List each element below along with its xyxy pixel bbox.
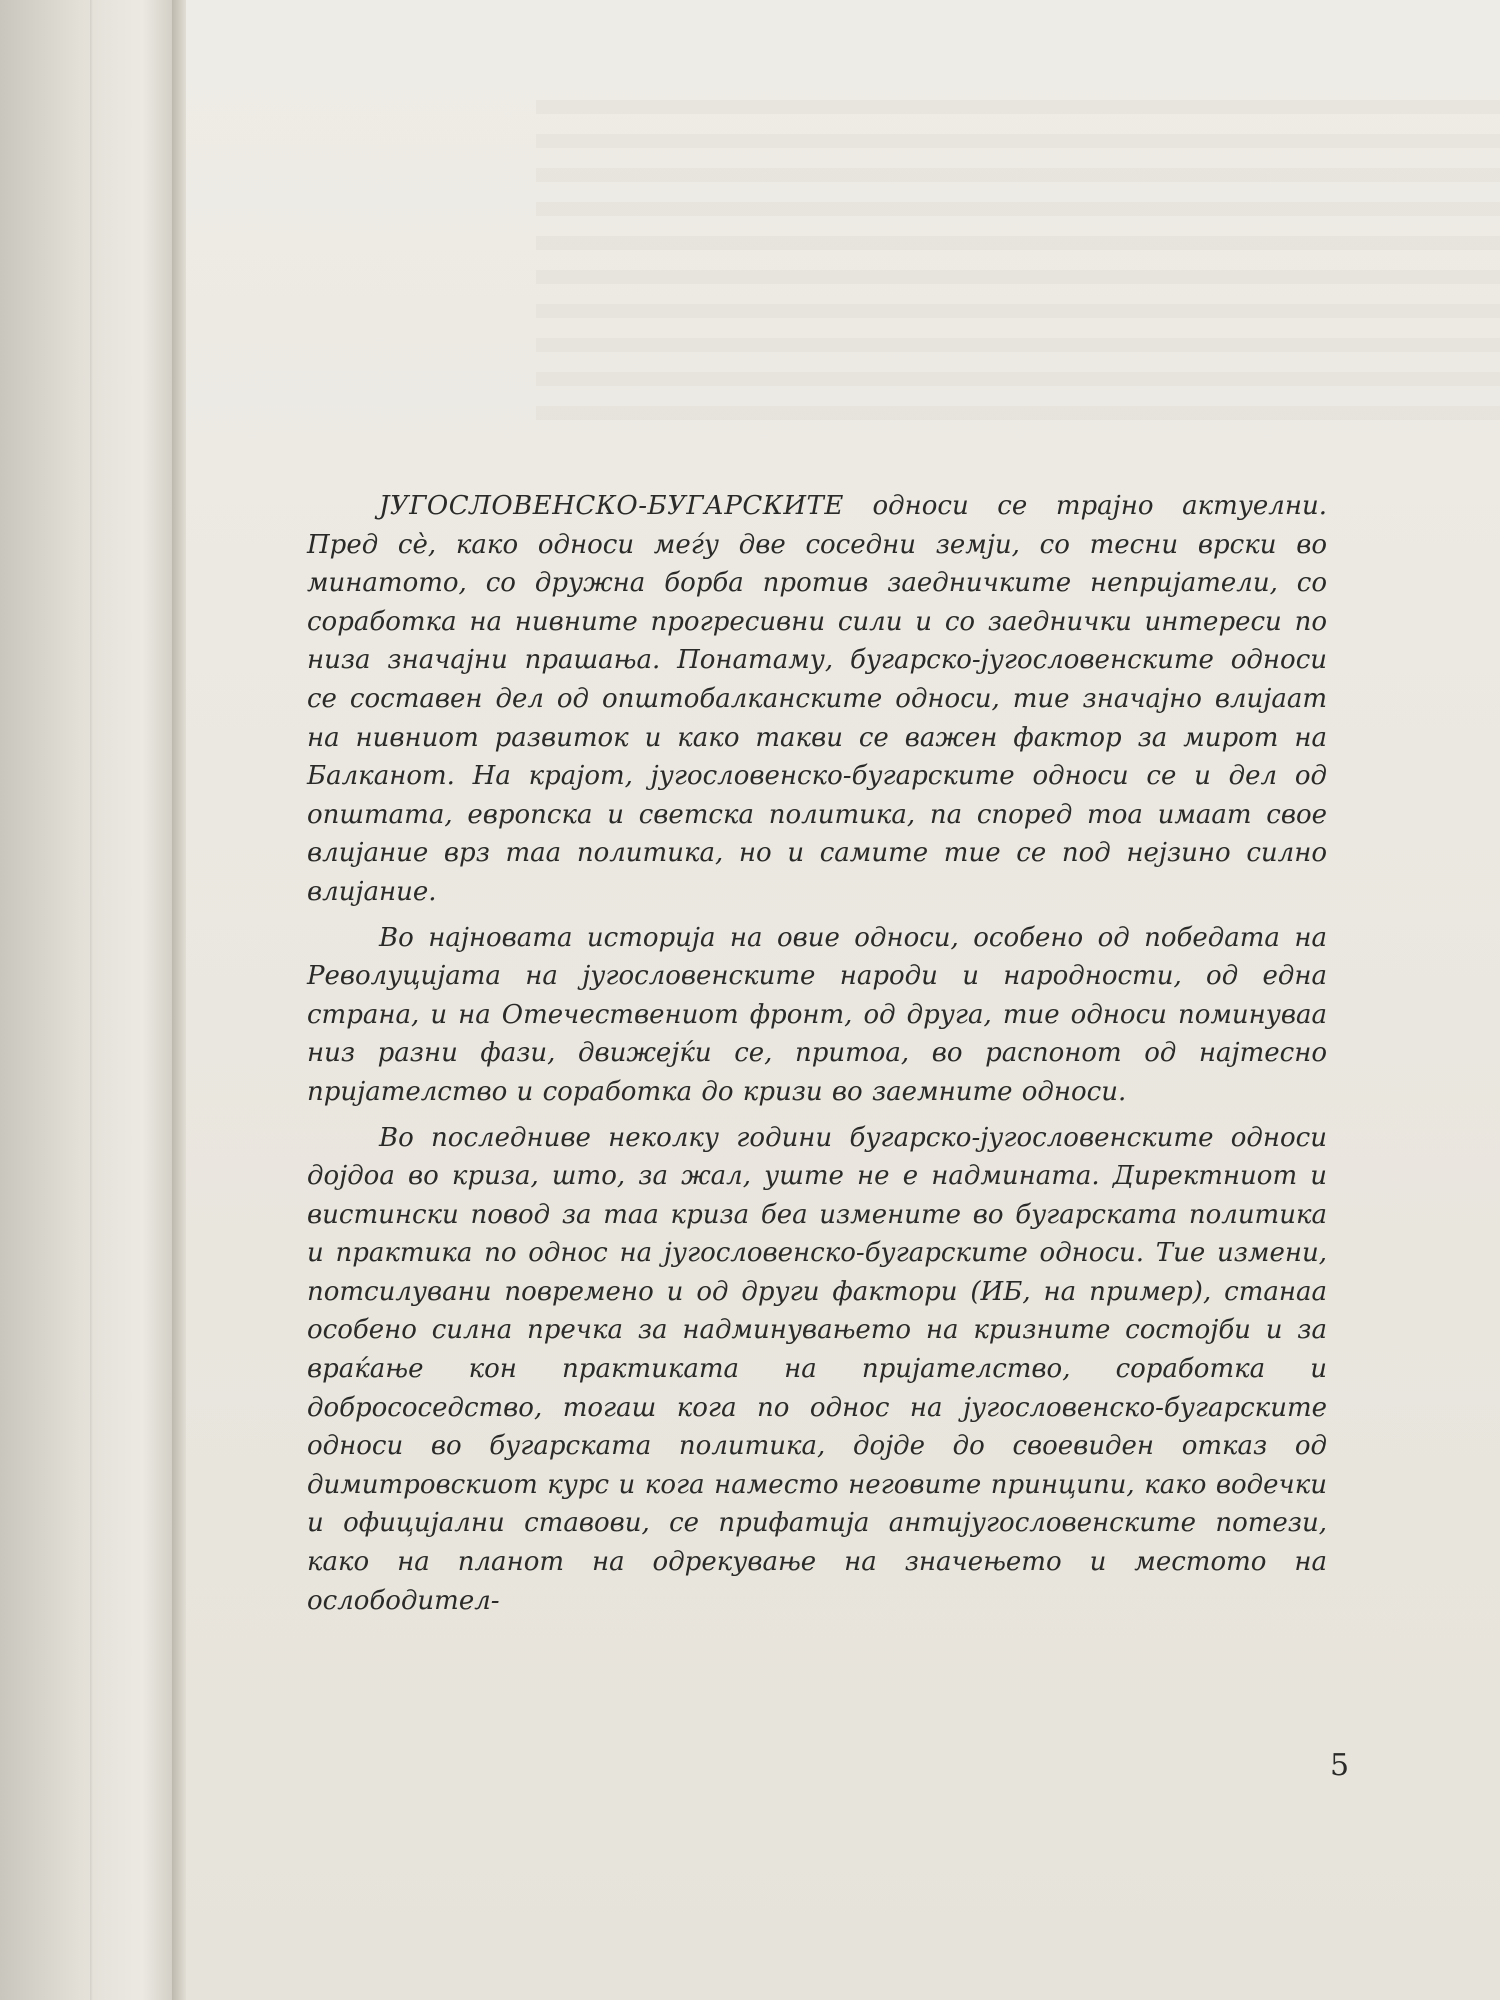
- facing-page-edge: [0, 0, 178, 2000]
- page-number: 5: [1330, 1748, 1350, 1783]
- body-text: [307, 487, 1327, 1620]
- paragraph-2: Во најновата историја на овие односи, особено од победата на Револуцијата на југословенските народи и народности, од една страна, и на Отечествениот фронт, од друга, тие односи поминуваа низ разни фази, движејќи се, притоа, во распонот од најтесно пријателство и соработка до кризи во заемните односи.: [307, 922, 1327, 1107]
- paragraph-1: [307, 487, 1327, 912]
- paragraph-1-text: односи се трајно актуелни. Пред сѐ, како односи меѓу две соседни земји, со тесни врски во минатото, со дружна борба против заедничките непријатели, со соработка на нивните прогресивни сили и со заеднички интереси по низа значајни прашања. Понатаму, бугарско-југословенските односи се составен дел од општобалканските односи, тие значајно влијаат на нивниот развиток и како такви се важен фактор за мирот на Балканот. На крајот, југословенско-бугарските односи се и дел од општата, европска и светска политика, па според тоа имаат свое влијание врз таа политика, но и самите тие се под нејзино силно влијание.: [307, 491, 1327, 907]
- paragraph-3: Во последниве неколку години бугарско-југословенските односи дојдоа во криза, што, за жал, уште не е надмината. Директниот и вистински повод за таа криза беа измените во бугарската политика и практика по однос на југословенско-бугарските односи. Тие измени, потсилувани повремено и од други фактори (ИБ, на пример), станаа особено силна пречка за надминувањето на кризните состојби и за враќање кон практиката на пријателство, соработка и добрососедство, тогаш кога по однос на југословенско-бугарските односи во бугарската политика, дојде до своевиден отказ од димитровскиот курс и кога наместо неговите принципи, како водечки и официјални ставови, се прифатија антијугословенските потези, како на планот на одрекување на значењето и местото на ослободител-: [307, 1122, 1327, 1616]
- paragraph-lead-word: ЈУГОСЛОВЕНСКО-БУГАРСКИТЕ: [379, 491, 844, 521]
- facing-page-shadow: [90, 0, 93, 2000]
- show-through-text: [536, 80, 1500, 440]
